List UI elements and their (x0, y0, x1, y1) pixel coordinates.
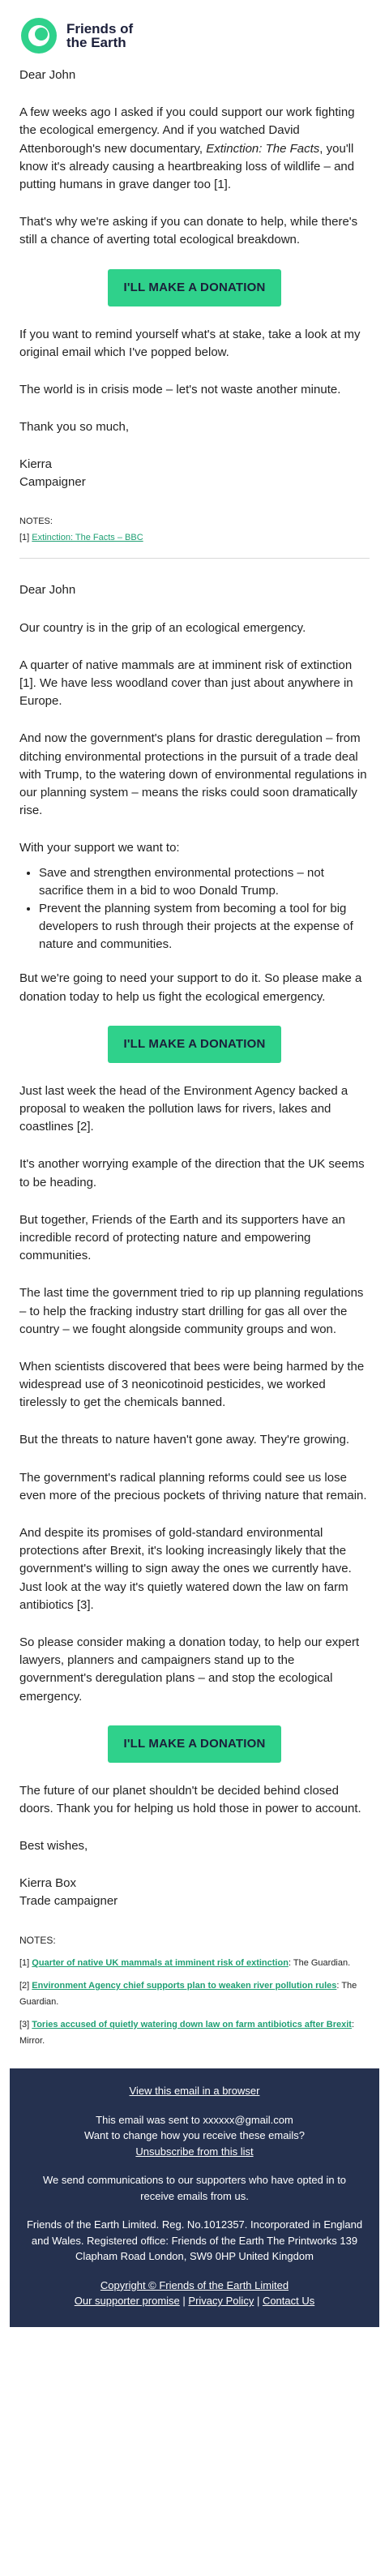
signature-role: Campaigner (19, 475, 86, 490)
brand-name-line2: the Earth (66, 35, 126, 50)
paragraph (19, 104, 370, 194)
paragraph: Best wishes, (19, 1839, 88, 1854)
email-header (0, 0, 389, 66)
privacy-policy-link[interactable]: Privacy Policy (188, 2295, 254, 2308)
notes-heading: NOTES: (19, 516, 53, 526)
note-item (19, 1956, 370, 1972)
note-link[interactable]: Tories accused of quietly watering down law on farm antibiotics after Brexit (32, 2019, 352, 2030)
paragraph: But together, Friends of the Earth and its supporters have an incredible record of protecting nature and empowering communities. (19, 1212, 345, 1263)
email-divider (19, 558, 370, 559)
link-separator: | (179, 2295, 189, 2308)
paragraph-text: , you'll know it's already causing a heartbreaking loss of wildlife – and putting humans in grave danger too [1]. (19, 141, 355, 191)
paragraph: But we're going to need your support to do it. So please make a donation today to help us fight the ecological emergency. (19, 971, 362, 1004)
paragraph: But the threats to nature haven't gone away. They're growing. (19, 1433, 350, 1447)
signature (19, 456, 370, 491)
paragraph-text: A few weeks ago I asked if you could support our work fighting the ecological emergency. And if you watched David Attenborough's new documentary, (19, 105, 355, 156)
paragraph: And despite its promises of gold-standard environmental protections after Brexit, it's looking increasingly likely that the government's willing to sign away the ones we currently have. Just look at the way it's quietly watered down the law on farm antibiotics [3]. (19, 1526, 352, 1612)
paragraph: If you want to remind yourself what's at stake, take a look at my original email which I've popped below. (19, 327, 361, 359)
contact-us-link[interactable]: Contact Us (262, 2295, 315, 2308)
goals-list (19, 864, 370, 954)
donate-button[interactable]: I'LL MAKE A DONATION (108, 1026, 281, 1063)
paragraph: The last time the government tried to rip up planning regulations – to help the fracking industry start drilling for gas all over the country – we fought alongside community groups and won. (19, 1286, 364, 1336)
donate-button[interactable]: I'LL MAKE A DONATION (108, 269, 281, 306)
note-source: : Mirror. (19, 2019, 355, 2046)
donate-button[interactable]: I'LL MAKE A DONATION (108, 1725, 281, 1763)
paragraph: The world is in crisis mode – let's not waste another minute. (19, 382, 341, 396)
copyright-link[interactable]: Copyright © Friends of the Earth Limited (100, 2278, 289, 2291)
subscription-info (26, 2112, 363, 2160)
paragraph: The future of our planet shouldn't be decided behind closed doors. Thank you for helping us hold those in power to account. (19, 1783, 361, 1815)
communications-text: We send communications to our supporters who have opted in to receive emails from us. (42, 2174, 347, 2202)
documentary-title: Extinction: The Facts (206, 141, 320, 156)
note-number: [1] (19, 532, 32, 542)
email-body (0, 66, 389, 2049)
paragraph: So please consider making a donation today, to help our expert lawyers, planners and campaigners stand up to the government's deregulation plans – and stop the ecological emergency. (19, 1635, 360, 1704)
paragraph: Our country is in the grip of an ecological emergency. (19, 620, 306, 635)
note-number: [1] (19, 1958, 32, 1969)
sent-to-text: This email was sent to xxxxxx@gmail.com (96, 2113, 293, 2126)
paragraph: That's why we're asking if you can donate to help, while there's still a chance of averting total ecological breakdown. (19, 215, 358, 247)
note-item (19, 1978, 370, 2011)
notes-heading: NOTES: (19, 1934, 56, 1946)
paragraph: When scientists discovered that bees were being harmed by the widespread use of 3 neonicotinoid pesticides, we worked tirelessly to get the chemicals banned. (19, 1359, 365, 1410)
brand-name-line1: Friends of (66, 21, 134, 36)
note-link[interactable]: Environment Agency chief supports plan to weaken river pollution rules (32, 1981, 337, 1991)
signature-name: Kierra (19, 457, 53, 472)
supporter-promise-link[interactable]: Our supporter promise (74, 2295, 180, 2308)
legal-text: Friends of the Earth Limited. Reg. No.1012357. Incorporated in England and Wales. Registered office: Friends of the Earth The Printworks 139 Clapham Road London, SW9 0HP United Kingdom (26, 2218, 363, 2263)
browser-link-block (26, 2083, 363, 2099)
list-item: • Prevent the planning system from becoming a tool for big developers to rush through their projects at the expense of nature and communities. (39, 900, 370, 954)
note-number: [3] (19, 2019, 32, 2030)
list-item: • Save and strengthen environmental protections – not sacrifice them in a bid to woo Donald Trump. (39, 864, 370, 900)
view-in-browser-link[interactable]: View this email in a browser (129, 2085, 260, 2098)
note-item (19, 2017, 370, 2050)
signature (19, 1875, 370, 1910)
change-preferences-text: Want to change how you receive these emails? (84, 2129, 305, 2142)
unsubscribe-link[interactable]: Unsubscribe from this list (135, 2145, 254, 2158)
link-separator: | (254, 2295, 263, 2308)
note-item (19, 531, 370, 546)
paragraph: It's another worrying example of the direction that the UK seems to be heading. (19, 1157, 365, 1189)
paragraph: And now the government's plans for drastic deregulation – from ditching environmental protections in the pursuit of a trade deal with Trump, to the watering down of environmental regulations in our planning system – means the risks could soon dramatically rise. (19, 731, 367, 818)
paragraph: Thank you so much, (19, 420, 130, 435)
note-source: : The Guardian. (288, 1958, 351, 1969)
note-link[interactable]: Extinction: The Facts – BBC (32, 532, 143, 542)
brand-name (66, 22, 133, 49)
email-footer (10, 2068, 379, 2327)
paragraph: Just last week the head of the Environment Agency backed a proposal to weaken the pollution laws for rivers, lakes and coastlines [2]. (19, 1083, 348, 1134)
paragraph: A quarter of native mammals are at imminent risk of extinction [1]. We have less woodland cover than just about anywhere in Europe. (19, 658, 353, 709)
footer-links (26, 2278, 363, 2309)
friends-of-the-earth-logo-icon (19, 16, 58, 55)
note-link[interactable]: Quarter of native UK mammals at imminent risk of extinction (32, 1958, 289, 1969)
note-number: [2] (19, 1981, 32, 1991)
greeting: Dear John (19, 68, 76, 82)
greeting: Dear John (19, 583, 76, 598)
signature-name: Kierra Box (19, 1876, 77, 1891)
brand-logo[interactable] (19, 16, 370, 55)
note-source: : The Guardian. (19, 1981, 357, 2008)
paragraph: With your support we want to: (19, 841, 180, 855)
signature-role: Trade campaigner (19, 1894, 118, 1909)
paragraph: The government's radical planning reforms could see us lose even more of the precious pockets of thriving nature that remain. (19, 1470, 367, 1502)
